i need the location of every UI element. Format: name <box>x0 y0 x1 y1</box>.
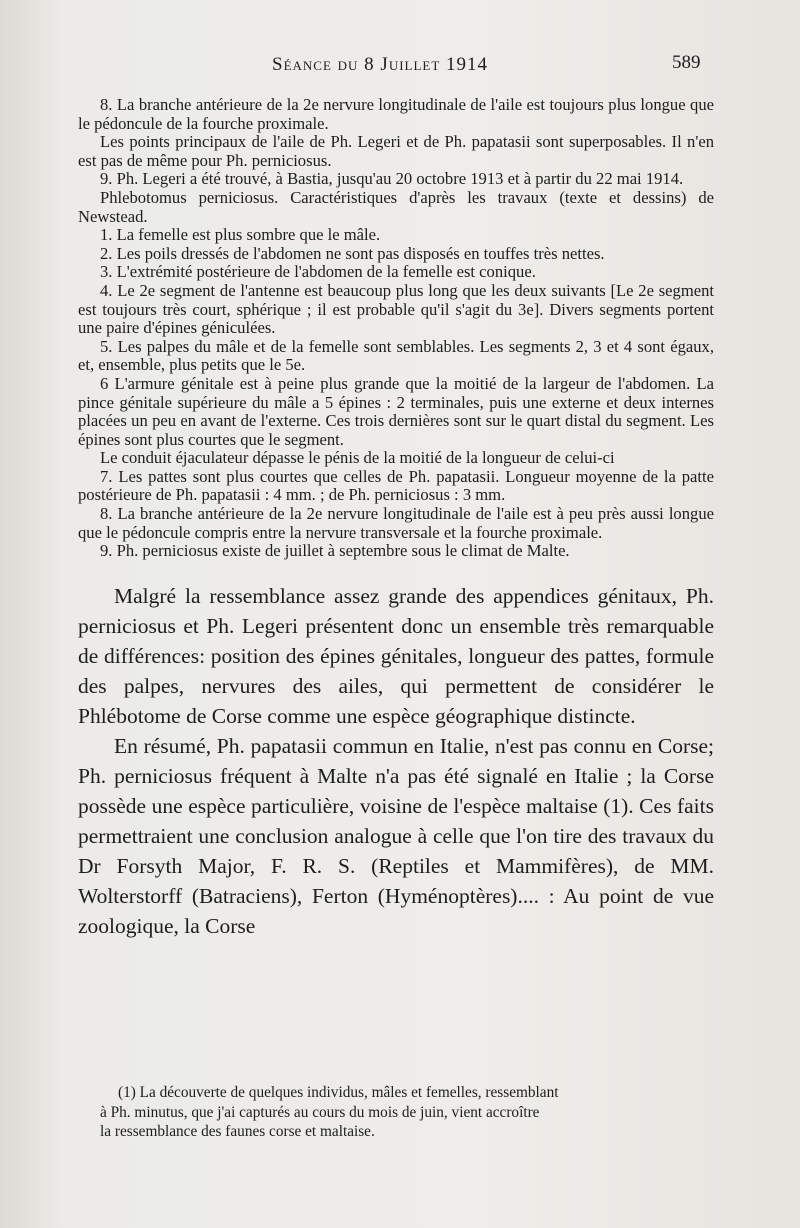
paragraph: 1. La femelle est plus sombre que le mâle. <box>100 225 381 245</box>
paragraph: Le conduit éjaculateur dépasse le pénis de la moitié de la longueur de celui-ci <box>100 448 615 468</box>
paragraph: 2. Les poils dressés de l'abdomen ne sont pas disposés en touffes très nettes. <box>100 243 605 263</box>
paragraph: 8. La branche antérieure de la 2e nervure longitudinale de l'aile est toujours plus longue que le pédoncule de la fourche proximale. <box>78 95 714 133</box>
paragraph: Phlebotomus perniciosus. Caractéristiques d'après les travaux (texte et dessins) de Newstead. <box>78 187 714 226</box>
paragraph: 5. Les palpes du mâle et de la femelle sont semblables. Les segments 2, 3 et 4 sont égaux, et, ensemble, plus petits que le 5e. <box>78 336 714 375</box>
main-text-section <box>78 581 714 941</box>
paragraph: Malgré la ressemblance assez grande des appendices génitaux, Ph. perniciosus et Ph. Legeri présentent donc un ensemble très remarquable de différences: position des épines génitales, longueur des pattes, formule des palpes, nervures des ailes, qui permettent de considérer le Phlébotome de Corse comme une espèce géographique distincte. <box>78 583 714 728</box>
paragraph: 7. Les pattes sont plus courtes que celles de Ph. papatasii. Longueur moyenne de la patte postérieure de Ph. papatasii : 4 mm. ; de Ph. perniciosus : 3 mm. <box>78 466 714 505</box>
running-title: Séance du 8 Juillet 1914 <box>272 54 489 75</box>
paragraph: 8. La branche antérieure de la 2e nervure longitudinale de l'aile est à peu près aussi longue que le pédoncule compris entre la nervure transversale et la fourche proximale. <box>78 504 714 542</box>
paragraph: Les points principaux de l'aile de Ph. Legeri et de Ph. papatasii sont superposables. Il n'en est pas de même pour Ph. perniciosus. <box>78 132 714 170</box>
small-print-section <box>78 96 714 561</box>
footnote <box>100 1083 726 1142</box>
paragraph: 4. Le 2e segment de l'antenne est beaucoup plus long que les deux suivants [Le 2e segment est toujours très court, sphérique ; il est probable qu'il s'agit du 3e]. Divers segments portent une paire d'épines géniculées. <box>78 280 714 338</box>
page-number: 589 <box>672 52 701 73</box>
paragraph: En résumé, Ph. papatasii commun en Italie, n'est pas connu en Corse; Ph. perniciosus fréquent à Malte n'a pas été signalé en Italie ; la Corse possède une espèce particulière, voisine de l'espèce maltaise (1). Ces faits permettraient une conclusion analogue à celle que l'on tire des travaux du Dr Forsyth Major, F. R. S. (Reptiles et Mammifères), de MM. Wolterstorff (Batraciens), Ferton (Hyménoptères).... : Au point de vue zoologique, la Corse <box>78 733 714 938</box>
paragraph: 9. Ph. Legeri a été trouvé, à Bastia, jusqu'au 20 octobre 1913 et à partir du 22 mai 1914. <box>100 169 684 189</box>
paragraph: 6 L'armure génitale est à peine plus grande que la moitié de la largeur de l'abdomen. La pince génitale supérieure du mâle a 5 épines : 2 terminales, puis une externe et deux internes placées un peu en avant de l'externe. Ces trois dernières sont sur le quart distal du segment. Les épines sont plus courtes que le segment. <box>78 373 714 449</box>
paragraph: 3. L'extrémité postérieure de l'abdomen de la femelle est conique. <box>100 262 536 282</box>
body-text <box>78 96 714 941</box>
footnote-line: à Ph. minutus, que j'ai capturés au cours du mois de juin, vient accroître <box>100 1103 540 1121</box>
footnote-line: (1) La découverte de quelques individus, mâles et femelles, ressemblant <box>118 1084 559 1101</box>
paragraph: 9. Ph. perniciosus existe de juillet à septembre sous le climat de Malte. <box>100 541 570 561</box>
page-header <box>0 50 800 80</box>
footnote-line: la ressemblance des faunes corse et maltaise. <box>100 1123 375 1140</box>
